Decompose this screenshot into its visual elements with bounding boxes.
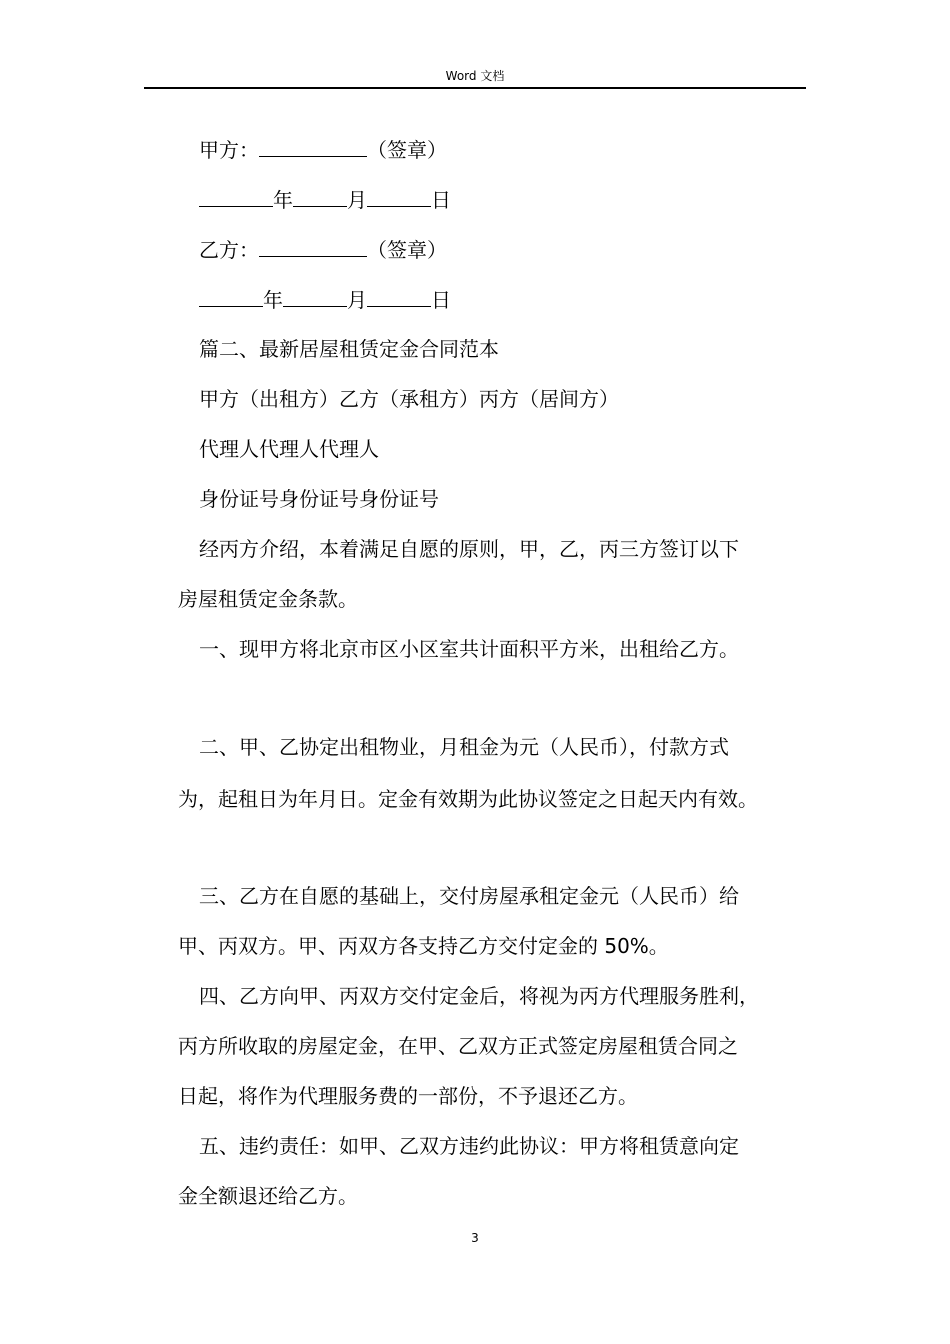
party-a-month-blank <box>293 186 347 207</box>
clause-4-line-3: 日起，将作为代理服务费的一部份，不予退还乙方。 <box>178 1084 638 1108</box>
party-a-label: 甲方： <box>199 138 259 162</box>
section-title: 篇二、最新居屋租赁定金合同范本 <box>199 337 499 361</box>
party-b-day-label: 日 <box>431 288 451 312</box>
clause-4-line-2: 丙方所收取的房屋定金，在甲、乙双方正式签定房屋租赁合同之 <box>178 1034 738 1058</box>
intro-paragraph-line-2: 房屋租赁定金条款。 <box>178 587 358 611</box>
party-a-seal-label: （签章） <box>367 138 447 162</box>
party-a-signature-line <box>199 136 447 163</box>
party-b-year-blank <box>199 286 263 307</box>
party-a-month-label: 月 <box>347 188 367 212</box>
agents-line: 代理人代理人代理人 <box>199 437 379 461</box>
party-a-day-blank <box>367 186 431 207</box>
clause-5-line-1: 五、违约责任：如甲、乙双方违约此协议：甲方将租赁意向定 <box>199 1134 739 1158</box>
party-a-day-label: 日 <box>431 188 451 212</box>
page-number: 3 <box>471 1231 479 1245</box>
party-b-year-label: 年 <box>263 288 283 312</box>
clause-2-line-1: 二、甲、乙协定出租物业，月租金为元（人民币），付款方式 <box>199 735 729 759</box>
intro-paragraph-line-1: 经丙方介绍，本着满足自愿的原则，甲，乙，丙三方签订以下 <box>199 537 739 561</box>
party-b-signature-blank <box>259 236 367 257</box>
clause-2-line-2: 为，起租日为年月日。定金有效期为此协议签定之日起天内有效。 <box>178 787 758 811</box>
party-a-year-label: 年 <box>273 188 293 212</box>
parties-line: 甲方（出租方）乙方（承租方）丙方（居间方） <box>199 387 619 411</box>
party-b-label: 乙方： <box>199 238 259 262</box>
party-b-day-blank <box>367 286 431 307</box>
clause-4-line-1: 四、乙方向甲、丙双方交付定金后，将视为丙方代理服务胜利， <box>199 984 759 1008</box>
party-b-signature-line <box>199 236 447 263</box>
party-a-signature-blank <box>259 136 367 157</box>
header-divider <box>144 87 806 89</box>
clause-5-line-2: 金全额退还给乙方。 <box>178 1184 358 1208</box>
page-header-title: Word 文档 <box>445 69 505 83</box>
party-b-seal-label: （签章） <box>367 238 447 262</box>
id-numbers-line: 身份证号身份证号身份证号 <box>199 487 439 511</box>
party-b-month-label: 月 <box>347 288 367 312</box>
party-a-year-blank <box>199 186 273 207</box>
clause-3-line-2: 甲、丙双方。甲、丙双方各支持乙方交付定金的 50%。 <box>178 934 669 958</box>
party-b-month-blank <box>283 286 347 307</box>
clause-1: 一、现甲方将北京市区小区室共计面积平方米，出租给乙方。 <box>199 637 739 661</box>
party-a-date-line <box>199 186 451 213</box>
party-b-date-line <box>199 286 451 313</box>
clause-3-line-1: 三、乙方在自愿的基础上，交付房屋承租定金元（人民币）给 <box>199 884 739 908</box>
